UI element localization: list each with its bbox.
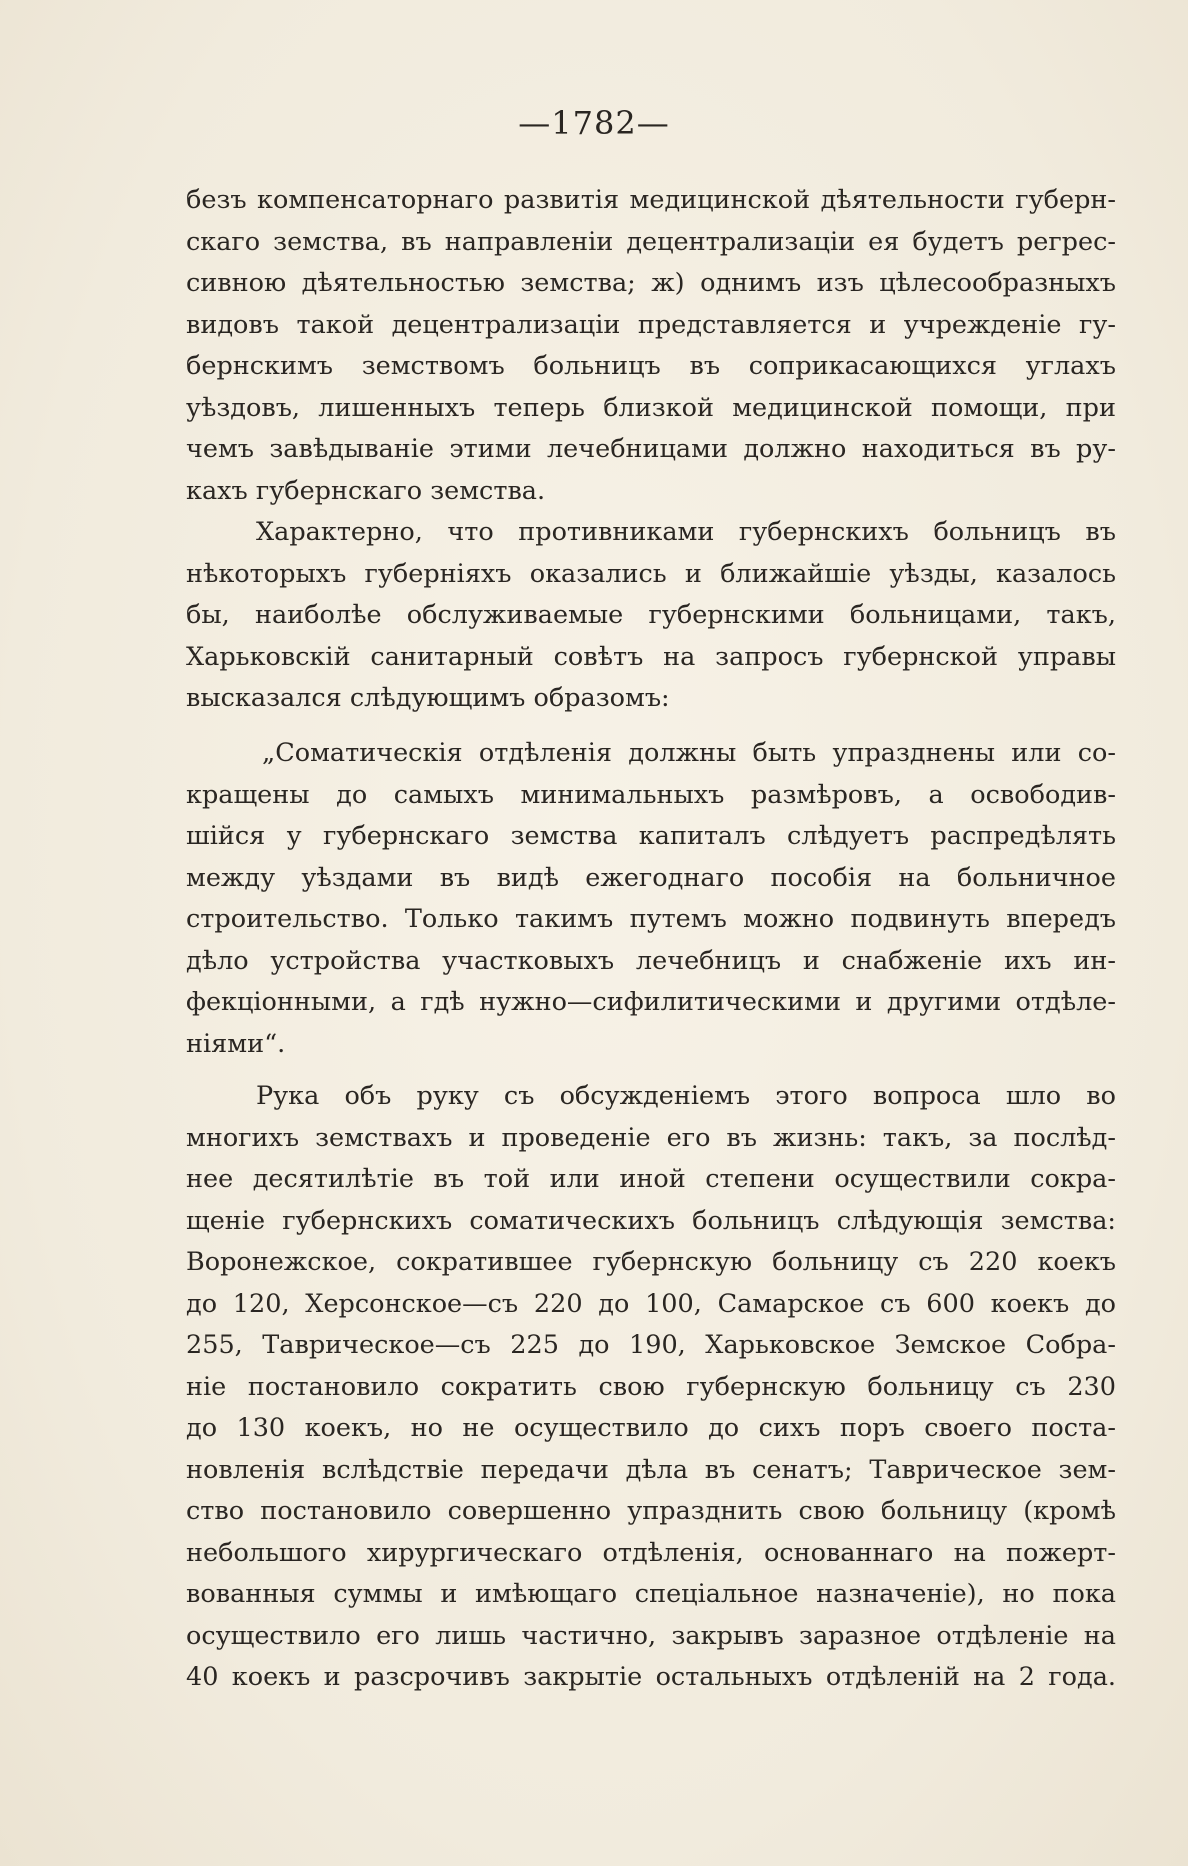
text-line: Воронежское, сократившее губернскую больницу съ 220 коекъ xyxy=(186,1247,1116,1277)
text-line: многихъ земствахъ и проведеніе его въ жизнь: такъ, за послѣд- xyxy=(186,1122,1116,1153)
text-line: видовъ такой децентрализаціи представляется и учрежденіе гу- xyxy=(186,309,1116,340)
text-line: сивною дѣятельностью земства; ж) однимъ изъ цѣлесообразныхъ xyxy=(186,268,1116,298)
text-line: ніе постановило сократить свою губернскую больницу съ 230 xyxy=(186,1371,1116,1402)
text-line: нѣкоторыхъ губерніяхъ оказались и ближайшіе уѣзды, казалось xyxy=(186,558,1116,589)
text-line: „Соматическія отдѣленія должны быть упразднены или со- xyxy=(262,738,1116,768)
text-line: кращены до самыхъ минимальныхъ размѣровъ, а освободив- xyxy=(186,779,1116,810)
text-line: ніями“. xyxy=(186,1028,286,1059)
text-line: дѣло устройства участковыхъ лечебницъ и снабженіе ихъ ин- xyxy=(186,945,1116,976)
text-line: щеніе губернскихъ соматическихъ больницъ слѣдующія земства: xyxy=(186,1205,1116,1236)
text-line: ство постановило совершенно упразднить свою больницу (кромѣ xyxy=(186,1496,1116,1526)
text-line: между уѣздами въ видѣ ежегоднаго пособія на больничное xyxy=(186,862,1116,893)
text-line: нее десятилѣтіе въ той или иной степени осуществили сокра- xyxy=(186,1164,1116,1194)
text-line: уѣздовъ, лишенныхъ теперь близкой медицинской помощи, при xyxy=(186,392,1116,423)
text-line: до 120, Херсонское—съ 220 до 100, Самарское съ 600 коекъ до xyxy=(186,1288,1116,1319)
paragraph-1 xyxy=(186,180,1116,512)
text-line: вованныя суммы и имѣющаго спеціальное назначеніе), но пока xyxy=(186,1579,1116,1609)
text-line: небольшого хирургическаго отдѣленія, основаннаго на пожерт- xyxy=(186,1537,1116,1568)
text-line: осуществило его лишь частично, закрывъ заразное отдѣленіе на xyxy=(186,1620,1116,1651)
text-line: 255, Таврическое—съ 225 до 190, Харьковское Земское Собра- xyxy=(186,1330,1116,1360)
text-line: фекціонными, а гдѣ нужно—сифилитическими и другими отдѣле- xyxy=(186,987,1116,1017)
text-line: 40 коекъ и разсрочивъ закрытіе остальныхъ отдѣленій на 2 года. xyxy=(186,1662,1116,1692)
text-line: шійся у губернскаго земства капиталъ слѣдуетъ распредѣлять xyxy=(186,821,1116,851)
text-line: бы, наиболѣе обслуживаемые губернскими больницами, такъ, xyxy=(186,600,1116,630)
paragraph-4 xyxy=(186,1076,1116,1699)
text-line: Харьковскій санитарный совѣтъ на запросъ губернской управы xyxy=(186,641,1116,672)
text-line: безъ компенсаторнаго развитія медицинской дѣятельности губерн- xyxy=(186,185,1116,215)
text-line: строительство. Только такимъ путемъ можно подвинуть впередъ xyxy=(186,904,1116,934)
text-line: новленія вслѣдствіе передачи дѣла въ сенатъ; Таврическое зем- xyxy=(186,1454,1116,1485)
text-line: высказался слѣдующимъ образомъ: xyxy=(186,683,670,713)
text-line: бернскимъ земствомъ больницъ въ соприкасающихся углахъ xyxy=(186,351,1116,381)
text-line: Характерно, что противниками губернскихъ больницъ въ xyxy=(256,517,1116,547)
page-number: —1782— xyxy=(518,104,670,142)
text-line: до 130 коекъ, но не осуществило до сихъ поръ своего поста- xyxy=(186,1413,1116,1443)
text-line: скаго земства, въ направленіи децентрализаціи ея будетъ регрес- xyxy=(186,226,1116,257)
paragraph-2 xyxy=(186,512,1116,720)
text-line: чемъ завѣдываніе этими лечебницами должно находиться въ ру- xyxy=(186,434,1116,464)
text-line: кахъ губернскаго земства. xyxy=(186,475,546,506)
text-line: Рука объ руку съ обсужденіемъ этого вопроса шло во xyxy=(256,1081,1116,1111)
quotation-paragraph xyxy=(186,733,1116,1065)
